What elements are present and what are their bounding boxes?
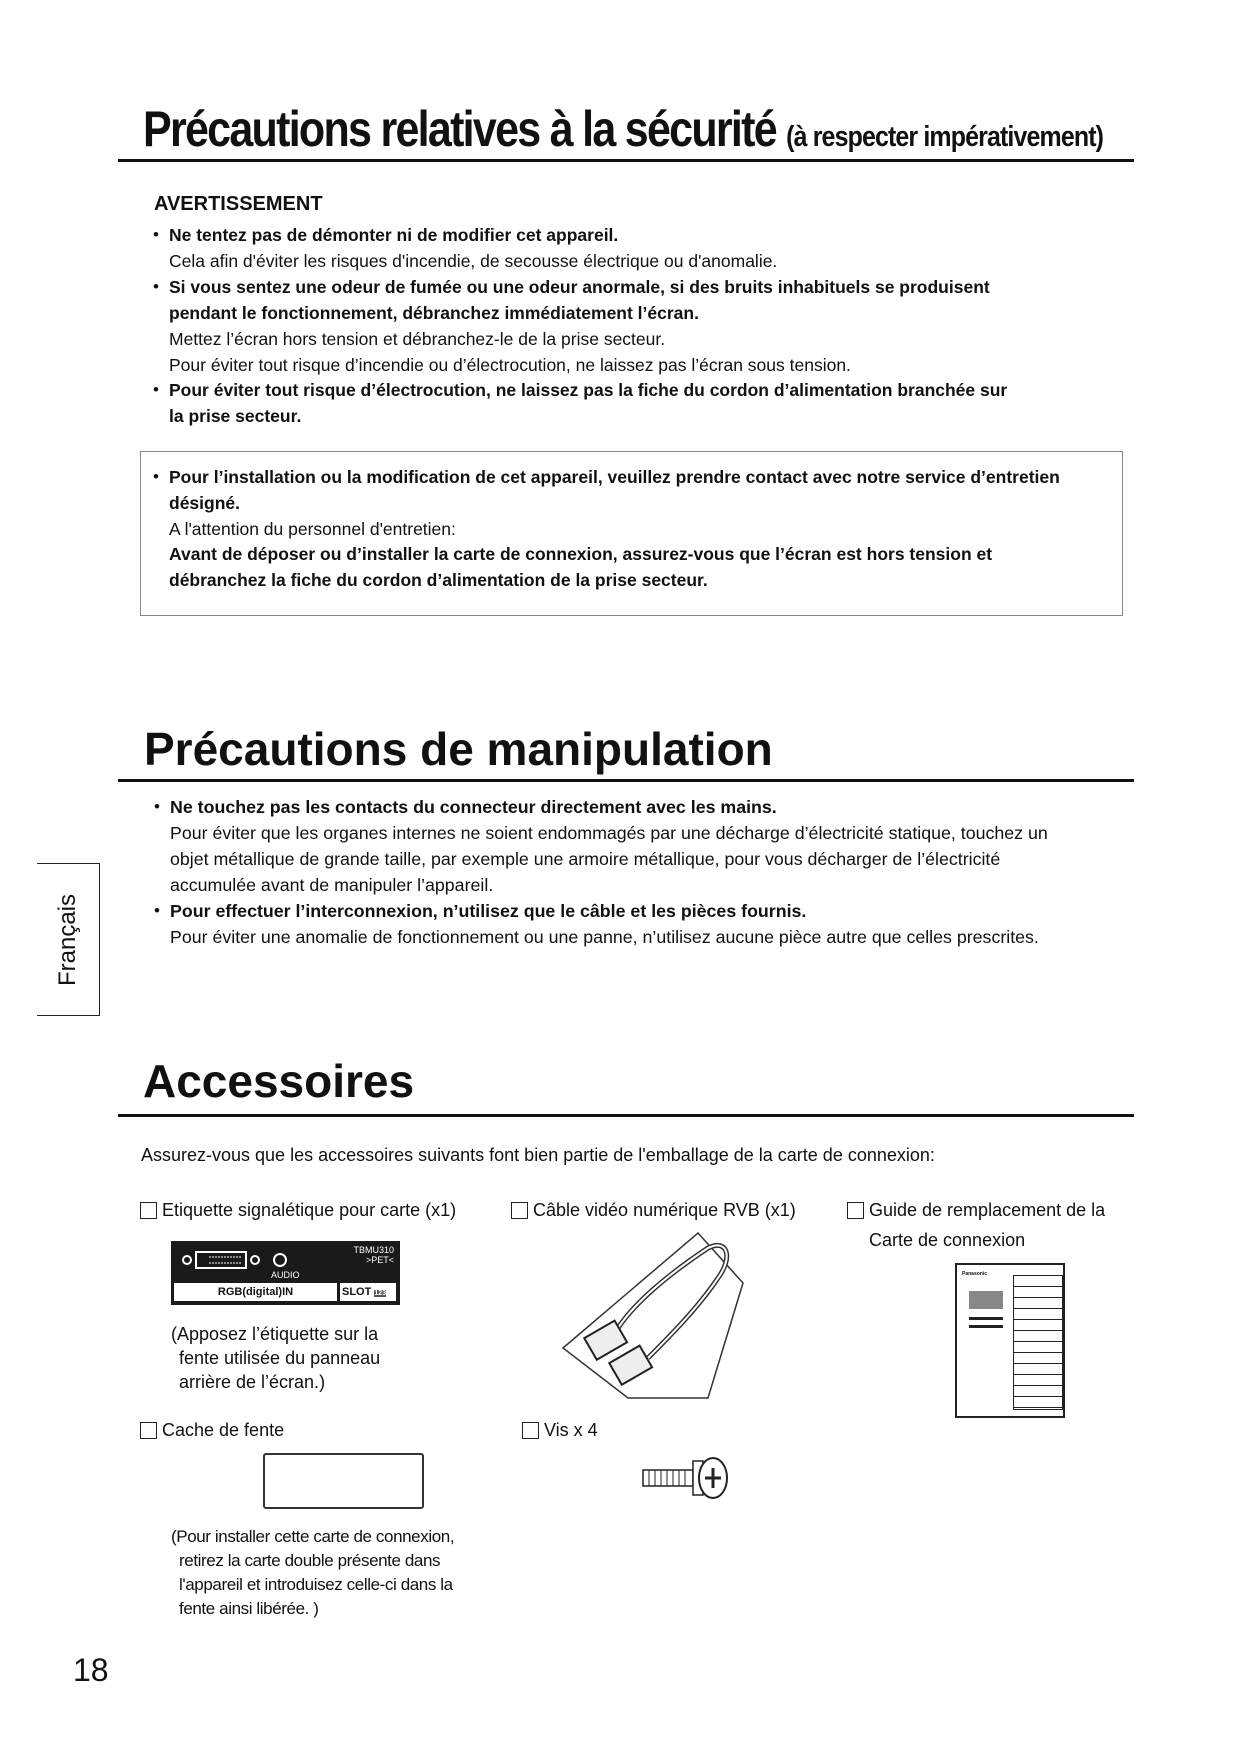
- warning-heading: AVERTISSEMENT: [154, 193, 323, 215]
- text-line: Pour éviter tout risque d’électrocution, ne laissez pas la fiche du cordon d’alimentation branchée sur: [169, 380, 1008, 401]
- text-line: Avant de déposer ou d’installer la carte de connexion, assurez-vous que l’écran est hors tension et: [169, 544, 993, 565]
- cover-note: (Pour installer cette carte de connexion, retirez la carte double présente dans l'appareil et introduisez celle-ci dans la fente ainsi libérée. ): [171, 1527, 455, 1618]
- divider: [118, 779, 1134, 782]
- dvi-connector-icon: [181, 1249, 291, 1271]
- label-note: (Apposez l’étiquette sur la fente utilisée du panneau arrière de l’écran.): [171, 1324, 381, 1392]
- text-line: accumulée avant de manipuler l’appareil.: [170, 875, 494, 895]
- text-line: Pour éviter tout risque d’incendie ou d’électrocution, ne laissez pas l’écran sous tension.: [169, 354, 851, 375]
- bullet-icon: •: [153, 380, 159, 400]
- checkbox[interactable]: [140, 1422, 157, 1439]
- checkbox[interactable]: [140, 1202, 157, 1219]
- checkbox[interactable]: [511, 1202, 528, 1219]
- accessory-cover: Cache de fente: [140, 1420, 284, 1441]
- bullet-icon: •: [154, 901, 160, 920]
- text-line: la prise secteur.: [169, 406, 302, 427]
- accessories-title: Accessoires: [143, 1055, 415, 1107]
- cable-image: [558, 1228, 758, 1406]
- accessory-screws: Vis x 4: [522, 1420, 598, 1441]
- text-line: Mettez l’écran hors tension et débranchez-le de la prise secteur.: [169, 328, 666, 349]
- safety-title: Précautions relatives à la sécurité (à respecter impérativement): [143, 101, 1104, 157]
- text-line: désigné.: [169, 492, 240, 513]
- text-line: débranchez la fiche du cordon d’alimentation de la prise secteur.: [169, 570, 708, 591]
- text-line: Ne tentez pas de démonter ni de modifier cet appareil.: [169, 225, 619, 245]
- slot-cover-image: [263, 1453, 424, 1509]
- bullet-icon: •: [153, 225, 159, 244]
- divider: [118, 1114, 1134, 1117]
- text-line: A l'attention du personnel d'entretien:: [169, 518, 456, 539]
- bullet-icon: •: [153, 467, 159, 486]
- bullet-icon: •: [154, 797, 160, 816]
- divider: [118, 159, 1134, 162]
- accessory-cable: Câble vidéo numérique RVB (x1): [511, 1200, 796, 1221]
- label-image: TBMU310 >PET< AUDIO RGB(digital)IN SLOT 123: [171, 1241, 400, 1305]
- text-line: Ne touchez pas les contacts du connecteur directement avec les mains.: [170, 797, 777, 817]
- screw-icon: [641, 1453, 731, 1503]
- text-line: pendant le fonctionnement, débranchez immédiatement l’écran.: [169, 302, 699, 323]
- text-line: Cela afin d'éviter les risques d'incendie, de secousse électrique ou d'anomalie.: [169, 250, 778, 271]
- handling-title: Précautions de manipulation: [144, 723, 773, 775]
- text-line: Pour éviter que les organes internes ne soient endommagés par une décharge d’électricité statique, touchez un: [170, 823, 1048, 843]
- checkbox[interactable]: [522, 1422, 539, 1439]
- checkbox[interactable]: [847, 1202, 864, 1219]
- accessory-guide-line2: Carte de connexion: [869, 1230, 1026, 1250]
- text-line: Pour l’installation ou la modification de cet appareil, veuillez prendre contact avec notre service d’entretien: [169, 467, 1060, 487]
- text-line: Pour effectuer l’interconnexion, n’utilisez que le câble et les pièces fournis.: [170, 901, 807, 921]
- accessories-intro: Assurez-vous que les accessoires suivants font bien partie de l'emballage de la carte de connexion:: [141, 1145, 935, 1165]
- guide-image: Panasonic: [955, 1263, 1065, 1418]
- language-tab: Français: [37, 863, 100, 1016]
- accessory-guide: Guide de remplacement de la: [847, 1200, 1105, 1221]
- accessory-label: Etiquette signalétique pour carte (x1): [140, 1200, 456, 1221]
- text-line: objet métallique de grande taille, par exemple une armoire métallique, pour vous décharger de l’électricité: [170, 849, 1001, 869]
- bullet-icon: •: [153, 276, 159, 296]
- text-line: Si vous sentez une odeur de fumée ou une odeur anormale, si des bruits inhabituels se produisent: [169, 276, 990, 297]
- page-number: 18: [73, 1652, 109, 1688]
- text-line: Pour éviter une anomalie de fonctionnement ou une panne, n’utilisez aucune pièce autre que celles prescrites.: [170, 927, 1039, 947]
